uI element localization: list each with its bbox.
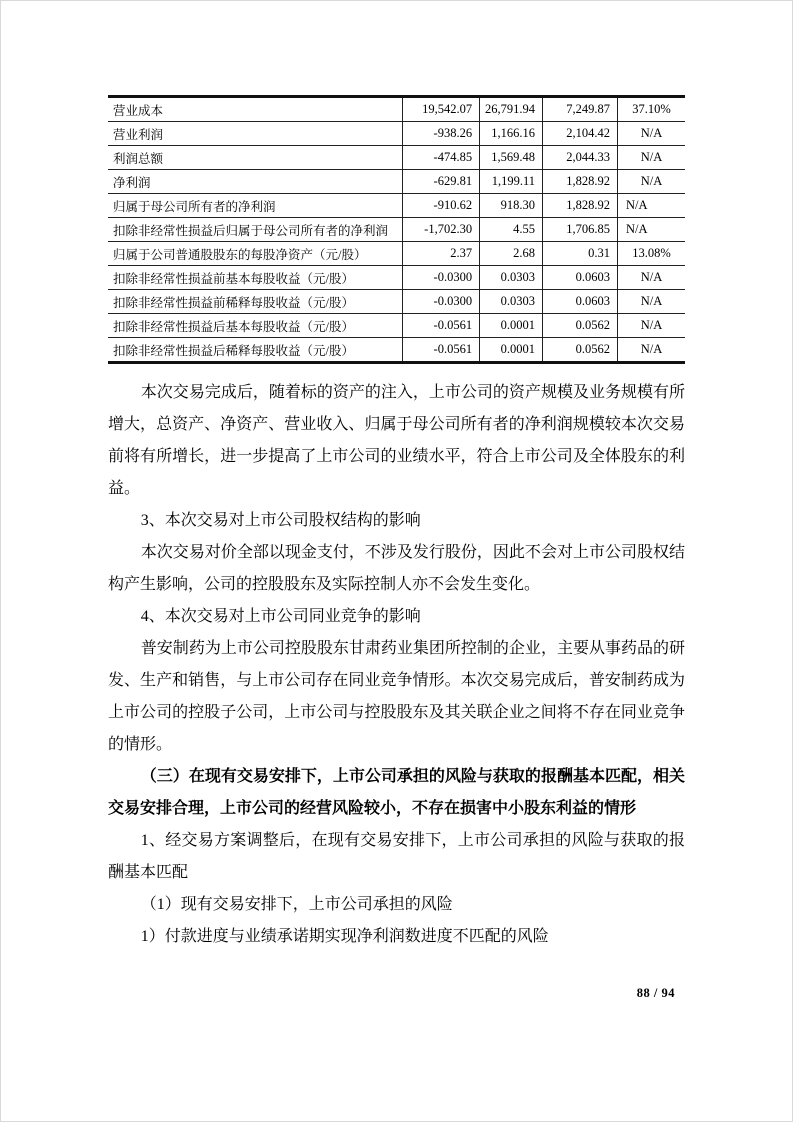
- table-cell: 0.0303: [480, 266, 543, 290]
- table-cell: 0.0562: [542, 314, 617, 338]
- table-cell: -0.0561: [403, 314, 480, 338]
- paragraph-competition: 普安制药为上市公司控股股东甘肃药业集团所控制的企业，主要从事药品的研发、生产和销售，与上市公司存在同业竞争情形。本次交易完成后，普安制药成为上市公司的控股子公司，上市公司与控股股东及其关联企业之间将不存在同业竞争的情形。: [108, 640, 685, 753]
- table-cell: 0.31: [542, 242, 617, 266]
- page-content: [108, 95, 685, 953]
- table-cell: -910.62: [403, 194, 480, 218]
- table-cell: 1,706.85: [542, 218, 617, 242]
- table-cell: N/A: [617, 314, 685, 338]
- table-row: [108, 122, 685, 146]
- table-cell: 37.10%: [617, 97, 685, 122]
- table-cell: 26,791.94: [480, 97, 543, 122]
- table-cell: -0.0300: [403, 290, 480, 314]
- page-number: 88 / 94: [636, 986, 675, 1000]
- row-label: 归属于公司普通股股东的每股净资产（元/股）: [108, 242, 403, 266]
- table-cell: 0.0001: [480, 314, 543, 338]
- table-row: [108, 146, 685, 170]
- heading-section-3: 3、本次交易对上市公司股权结构的影响: [140, 512, 421, 529]
- body-text: [108, 377, 685, 953]
- row-label: 归属于母公司所有者的净利润: [108, 194, 403, 218]
- table-cell: N/A: [617, 146, 685, 170]
- paragraph-sub-1-1: 1）付款进度与业绩承诺期实现净利润数进度不匹配的风险: [140, 928, 549, 945]
- table-cell: 4.55: [480, 218, 543, 242]
- table-cell: -0.0300: [403, 266, 480, 290]
- table-row: [108, 290, 685, 314]
- heading-bold-section-three: （三）在现有交易安排下，上市公司承担的风险与获取的报酬基本匹配，相关交易安排合理，上市公司的经营风险较小，不存在损害中小股东利益的情形: [108, 768, 685, 817]
- paragraph-sub-1: （1）现有交易安排下，上市公司承担的风险: [140, 896, 453, 913]
- table-cell: 7,249.87: [542, 97, 617, 122]
- table-row: [108, 242, 685, 266]
- row-label: 扣除非经常性损益后稀释每股收益（元/股）: [108, 338, 403, 363]
- table-cell: N/A: [617, 170, 685, 194]
- table-cell: -629.81: [403, 170, 480, 194]
- table-cell: 13.08%: [617, 242, 685, 266]
- table-cell: 918.30: [480, 194, 543, 218]
- table-cell: N/A: [617, 290, 685, 314]
- table-row: [108, 170, 685, 194]
- table-cell: 0.0303: [480, 290, 543, 314]
- table-cell: 1,166.16: [480, 122, 543, 146]
- table-row: [108, 194, 685, 218]
- table-row: [108, 338, 685, 363]
- table-cell: -938.26: [403, 122, 480, 146]
- table-row: [108, 97, 685, 122]
- financial-comparison-table: [108, 95, 685, 364]
- table-cell: 1,828.92: [542, 170, 617, 194]
- row-label: 扣除非经常性损益后基本每股收益（元/股）: [108, 314, 403, 338]
- table-cell: 1,199.11: [480, 170, 543, 194]
- table-cell: N/A: [617, 194, 685, 218]
- row-label: 扣除非经常性损益后归属于母公司所有者的净利润: [108, 218, 403, 242]
- table-cell: -474.85: [403, 146, 480, 170]
- table-cell: N/A: [617, 218, 685, 242]
- heading-section-4: 4、本次交易对上市公司同业竞争的影响: [140, 608, 421, 625]
- row-label: 营业利润: [108, 122, 403, 146]
- table-cell: 2,044.33: [542, 146, 617, 170]
- table-cell: 19,542.07: [403, 97, 480, 122]
- paragraph-item-1: 1、经交易方案调整后，在现有交易安排下，上市公司承担的风险与获取的报酬基本匹配: [108, 832, 685, 881]
- table-cell: N/A: [617, 266, 685, 290]
- table-cell: 1,828.92: [542, 194, 617, 218]
- row-label: 扣除非经常性损益前稀释每股收益（元/股）: [108, 290, 403, 314]
- paragraph-equity-structure: 本次交易对价全部以现金支付，不涉及发行股份，因此不会对上市公司股权结构产生影响，公司的控股股东及实际控制人亦不会发生变化。: [108, 544, 685, 593]
- paragraph-transaction-effect: 本次交易完成后，随着标的资产的注入，上市公司的资产规模及业务规模有所增大，总资产、净资产、营业收入、归属于母公司所有者的净利润规模较本次交易前将有所增长，进一步提高了上市公司的业绩水平，符合上市公司及全体股东的利益。: [108, 384, 685, 497]
- table-row: [108, 218, 685, 242]
- table-cell: 0.0001: [480, 338, 543, 363]
- row-label: 净利润: [108, 170, 403, 194]
- table-row: [108, 266, 685, 290]
- table-cell: 0.0603: [542, 290, 617, 314]
- table-cell: 0.0603: [542, 266, 617, 290]
- row-label: 扣除非经常性损益前基本每股收益（元/股）: [108, 266, 403, 290]
- table-cell: 1,569.48: [480, 146, 543, 170]
- table-cell: N/A: [617, 338, 685, 363]
- table-cell: 2,104.42: [542, 122, 617, 146]
- row-label: 利润总额: [108, 146, 403, 170]
- table-cell: 2.37: [403, 242, 480, 266]
- table-cell: -1,702.30: [403, 218, 480, 242]
- row-label: 营业成本: [108, 97, 403, 122]
- table-cell: -0.0561: [403, 338, 480, 363]
- table-cell: 2.68: [480, 242, 543, 266]
- table-row: [108, 314, 685, 338]
- table-cell: N/A: [617, 122, 685, 146]
- table-cell: 0.0562: [542, 338, 617, 363]
